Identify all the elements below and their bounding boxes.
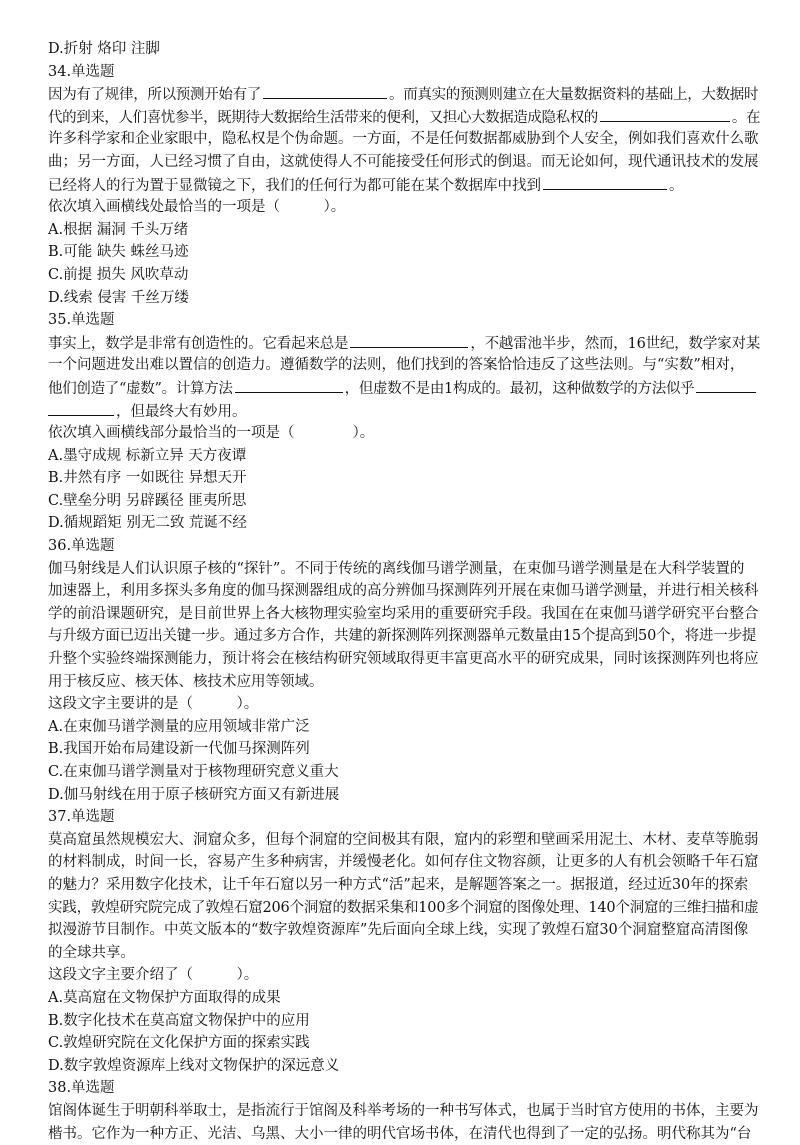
question-37 <box>48 806 760 1077</box>
passage-line: 的材料制成，时间一长，容易产生多种病害，并缓慢老化。如何存住文物容颜，让更多的人有机会领略千年石窟 <box>48 851 760 874</box>
passage-line: 一个问题进发出难以置信的创造力。遵循数学的法则，他们找到的答案恰恰违反了这些法则。与“实数”相对， <box>48 354 760 377</box>
fill-blank <box>696 377 756 393</box>
passage-line <box>48 174 760 197</box>
question-34 <box>48 61 760 310</box>
fill-blank <box>235 377 343 393</box>
passage-line <box>48 106 760 129</box>
option-d[interactable]: D.伽马射线在用于原子核研究方面又有新进展 <box>48 784 760 807</box>
option-d[interactable]: D.数字敦煌资源库上线对文物保护的深远意义 <box>48 1055 760 1078</box>
passage-text: 因为有了规律，所以预测开始有了 <box>48 87 261 103</box>
passage-line <box>48 332 760 355</box>
question-38 <box>48 1077 760 1145</box>
passage-line <box>48 83 760 106</box>
passage-line: 学的前沿课题研究，是目前世界上各大核物理实验室均采用的重要研究手段。我国在在束伽马谱学研究平台整合 <box>48 603 760 626</box>
option-c[interactable]: C.壁垒分明 另辟蹊径 匪夷所思 <box>48 490 760 513</box>
passage-line: 的魅力？采用数字化技术，让千年石窟以另一种方式“活”起来，是解题答案之一。据报道，经过近30年的探索 <box>48 874 760 897</box>
option-c[interactable]: C.在束伽马谱学测量对于核物理研究意义重大 <box>48 761 760 784</box>
passage-line: 曲；另一方面，人已经习惯了自由，这就使得人不可能接受任何形式的倒退。而无论如何，现代通讯技术的发展 <box>48 151 760 174</box>
passage-line: 实践，敦煌研究院完成了敦煌石窟206个洞窟的数据采集和100多个洞窟的图像处理、140个洞窟的三维扫描和虚 <box>48 897 760 920</box>
passage-line <box>48 400 760 423</box>
passage-line: 与升级方面已迈出关键一步。通过多方合作，共建的新探测阵列探测器单元数量由15个提高到50个，将进一步提 <box>48 625 760 648</box>
passage-text: ，但最终大有妙用。 <box>116 404 247 420</box>
passage-text: ，不越雷池半步，然而，16世纪，数学家对某 <box>470 336 760 352</box>
option-d[interactable]: D.线索 侵害 千丝万缕 <box>48 287 760 310</box>
option-b[interactable]: B.井然有序 一如既往 异想天开 <box>48 467 760 490</box>
passage-line: 用于核反应、核天体、核技术应用等领域。 <box>48 671 760 694</box>
question-35 <box>48 309 760 535</box>
fill-blank <box>350 332 468 348</box>
passage-line <box>48 377 760 400</box>
fill-blank <box>543 174 667 190</box>
option-a[interactable]: A.莫高窟在文物保护方面取得的成果 <box>48 987 760 1010</box>
option-b[interactable]: B.数字化技术在莫高窟文物保护中的应用 <box>48 1010 760 1033</box>
passage-text: 。 <box>669 178 684 194</box>
exam-page <box>48 38 760 1145</box>
option-c[interactable]: C.敦煌研究院在文化保护方面的探索实践 <box>48 1032 760 1055</box>
question-header: 36.单选题 <box>48 535 760 558</box>
option-a[interactable]: A.根据 漏洞 千头万绪 <box>48 219 760 242</box>
option-b[interactable]: B.我国开始布局建设新一代伽马探测阵列 <box>48 738 760 761</box>
option-a[interactable]: A.墨守成规 标新立异 天方夜谭 <box>48 445 760 468</box>
question-header: 35.单选题 <box>48 309 760 332</box>
passage-line: 伽马射线是人们认识原子核的“探针”。不同于传统的离线伽马谱学测量，在束伽马谱学测量是在大科学装置的 <box>48 558 760 581</box>
option-b[interactable]: B.可能 缺失 蛛丝马迹 <box>48 241 760 264</box>
passage-text: 已经将人的行为置于显微镜之下，我们的任何行为都可能在某个数据库中找到 <box>48 178 541 194</box>
passage-text: ，但虚数不是由1构成的。最初，这种做数学的方法似乎 <box>345 381 695 397</box>
question-header: 37.单选题 <box>48 806 760 829</box>
option-d[interactable]: D.循规蹈矩 别无二致 荒诞不经 <box>48 512 760 535</box>
passage-text: 。在 <box>732 110 760 126</box>
passage-text: 。而真实的预测则建立在大量数据资料的基础上，大数据时 <box>389 87 758 103</box>
question-header: 34.单选题 <box>48 61 760 84</box>
question-prompt: 依次填入画横线处最恰当的一项是（ ）。 <box>48 196 760 219</box>
passage-line: 楷书。它作为一种方正、光洁、乌黑、大小一律的明代官场书体，在清代也得到了一定的弘扬。明代称其为“台 <box>48 1123 760 1145</box>
question-36 <box>48 535 760 806</box>
passage-text: 他们创造了“虚数”。计算方法 <box>48 381 233 397</box>
passage-line: 馆阁体诞生于明朝科举取士，是指流行于馆阁及科举考场的一种书写体式，也属于当时官方使用的书体，主要为 <box>48 1100 760 1123</box>
fill-blank <box>263 83 387 99</box>
passage-line: 许多科学家和企业家眼中，隐私权是个伪命题。一方面，不是任何数据都威胁到个人安全，例如我们喜欢什么歌 <box>48 128 760 151</box>
passage-line: 莫高窟虽然规模宏大、洞窟众多，但每个洞窟的空间极其有限，窟内的彩塑和壁画采用泥土、木材、麦草等脆弱 <box>48 829 760 852</box>
option-c[interactable]: C.前提 损失 风吹草动 <box>48 264 760 287</box>
fill-blank <box>48 400 114 416</box>
question-prompt: 这段文字主要讲的是（ ）。 <box>48 693 760 716</box>
passage-line: 升整个实验终端探测能力，预计将会在核结构研究领域取得更丰富更高水平的研究成果，同时该探测阵列也将应 <box>48 648 760 671</box>
passage-line: 加速器上，利用多探头多角度的伽马探测器组成的高分辨伽马探测阵列开展在束伽马谱学测量，并进行相关核科 <box>48 580 760 603</box>
question-prompt: 这段文字主要介绍了（ ）。 <box>48 964 760 987</box>
question-prompt: 依次填入画横线部分最恰当的一项是（ ）。 <box>48 422 760 445</box>
option-d: D.折射 烙印 注脚 <box>48 38 760 61</box>
passage-line: 拟漫游节目制作。中英文版本的“数字敦煌资源库”先后面向全球上线，实现了敦煌石窟30个洞窟整窟高清图像 <box>48 919 760 942</box>
passage-text: 代的到来，人们喜忧参半，既期待大数据给生活带来的便利，又担心大数据造成隐私权的 <box>48 110 598 126</box>
question-header: 38.单选题 <box>48 1077 760 1100</box>
passage-text: 事实上，数学是非常有创造性的。它看起来总是 <box>48 336 348 352</box>
passage-line: 的全球共享。 <box>48 942 760 965</box>
fill-blank <box>600 106 730 122</box>
option-a[interactable]: A.在束伽马谱学测量的应用领域非常广泛 <box>48 716 760 739</box>
